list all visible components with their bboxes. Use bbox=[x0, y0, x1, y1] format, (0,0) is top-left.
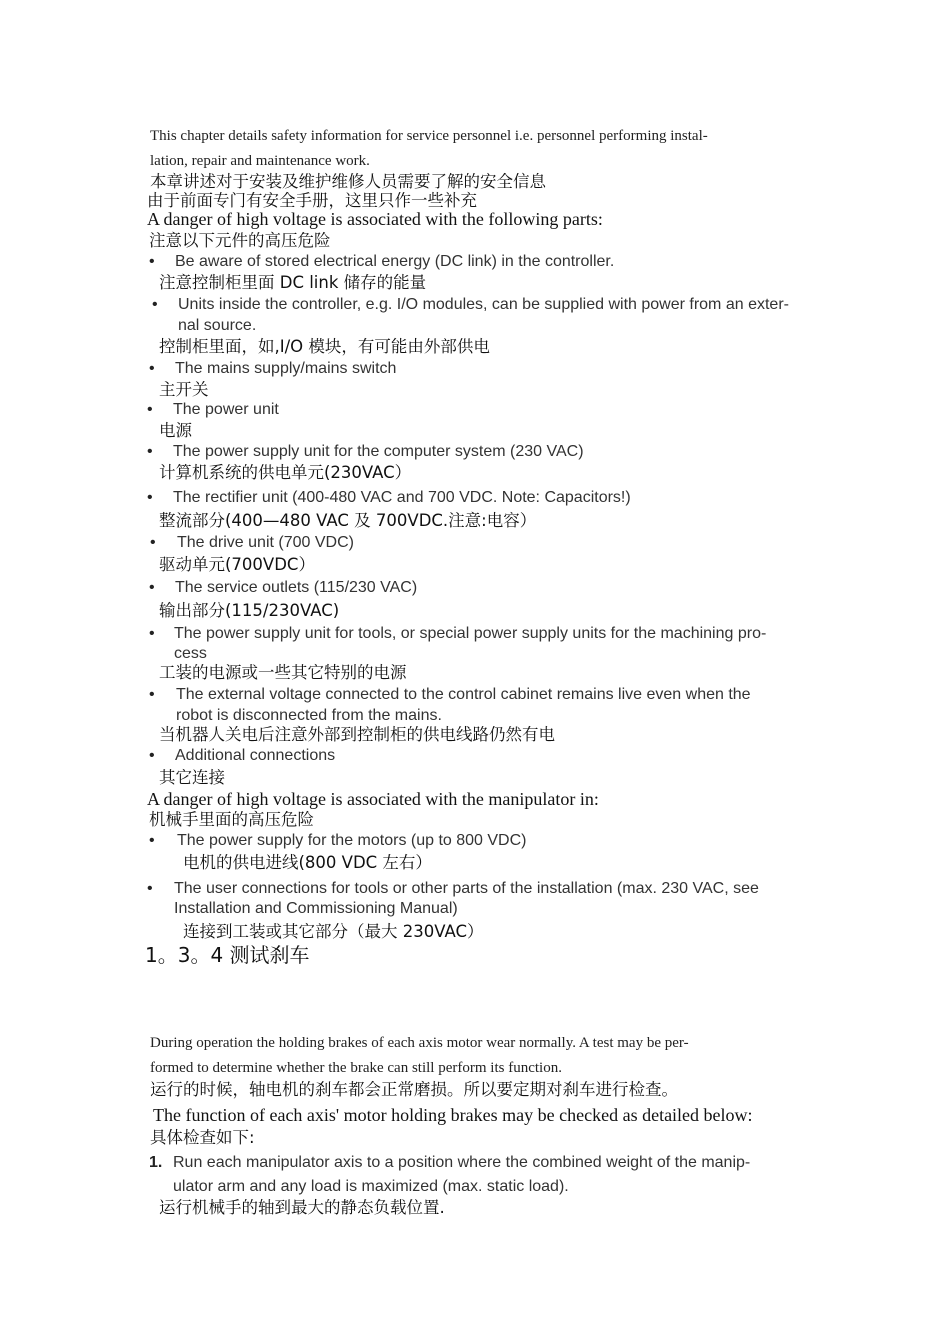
controller-item-en: Be aware of stored electrical energy (DC link) in the controller. bbox=[175, 253, 615, 270]
brakes-line-1: During operation the holding brakes of each axis motor wear normally. A test may be per- bbox=[150, 1035, 689, 1051]
section-title: 1。3。4 测试刹车 bbox=[145, 943, 310, 967]
controller-item-en-cont: robot is disconnected from the mains. bbox=[176, 707, 442, 724]
manipulator-item-cn: 连接到工装或其它部分（最大 230VAC） bbox=[183, 922, 484, 941]
controller-item-en: The service outlets (115/230 VAC) bbox=[175, 579, 418, 596]
controller-item-cn: 整流部分(400—480 VAC 及 700VDC.注意:电容） bbox=[159, 511, 537, 530]
controller-item-cn: 主开关 bbox=[159, 380, 209, 399]
bullet-icon: • bbox=[147, 401, 153, 418]
manipulator-item-cn: 电机的供电进线(800 VDC 左右） bbox=[183, 853, 432, 872]
controller-item-en: Additional connections bbox=[175, 747, 336, 764]
controller-item-en: The drive unit (700 VDC) bbox=[177, 534, 354, 551]
controller-item-en: The mains supply/mains switch bbox=[175, 360, 397, 377]
bullet-icon: • bbox=[147, 880, 153, 897]
bullet-icon: • bbox=[152, 296, 158, 313]
controller-danger-heading-cn: 注意以下元件的高压危险 bbox=[149, 231, 331, 250]
intro-line-1: This chapter details safety information for service personnel i.e. personnel performing instal- bbox=[150, 128, 708, 144]
bullet-icon: • bbox=[149, 253, 155, 270]
intro-line-2: lation, repair and maintenance work. bbox=[150, 153, 370, 169]
step-cn: 运行机械手的轴到最大的静态负载位置. bbox=[159, 1198, 445, 1217]
controller-item-en: The external voltage connected to the control cabinet remains live even when the bbox=[176, 686, 751, 703]
bullet-icon: • bbox=[149, 360, 155, 377]
intro-cn-1: 本章讲述对于安装及维护维修人员需要了解的安全信息 bbox=[150, 172, 546, 191]
manipulator-danger-heading-cn: 机械手里面的高压危险 bbox=[149, 810, 314, 829]
bullet-icon: • bbox=[149, 625, 155, 642]
controller-item-en: The power supply unit for the computer system (230 VAC) bbox=[173, 443, 584, 460]
manipulator-item-en: The power supply for the motors (up to 800 VDC) bbox=[177, 832, 527, 849]
intro-cn-2: 由于前面专门有安全手册，这里只作一些补充 bbox=[147, 191, 477, 210]
manipulator-item-en-cont: Installation and Commissioning Manual) bbox=[174, 900, 458, 917]
controller-item-cn: 工装的电源或一些其它特别的电源 bbox=[159, 663, 407, 682]
controller-item-cn: 注意控制柜里面 DC link 储存的能量 bbox=[159, 273, 427, 292]
bullet-icon: • bbox=[149, 686, 155, 703]
bullet-icon: • bbox=[150, 534, 156, 551]
controller-item-cn: 驱动单元(700VDC） bbox=[159, 555, 315, 574]
brakes-line-2: formed to determine whether the brake can still perform its function. bbox=[150, 1060, 562, 1076]
controller-item-cn: 当机器人关电后注意外部到控制柜的供电线路仍然有电 bbox=[159, 725, 555, 744]
step-en-1: Run each manipulator axis to a position where the combined weight of the manip- bbox=[173, 1154, 751, 1171]
brakes-cn-2: 具体检查如下: bbox=[150, 1128, 255, 1147]
bullet-icon: • bbox=[149, 832, 155, 849]
controller-item-en: The power supply unit for tools, or special power supply units for the machining pro- bbox=[174, 625, 767, 642]
bullet-icon: • bbox=[147, 443, 153, 460]
brakes-line-3: The function of each axis' motor holding brakes may be checked as detailed below: bbox=[153, 1105, 753, 1125]
controller-item-cn: 输出部分(115/230VAC) bbox=[159, 601, 340, 620]
bullet-icon: • bbox=[149, 747, 155, 764]
brakes-cn-1: 运行的时候，轴电机的刹车都会正常磨损。所以要定期对刹车进行检查。 bbox=[150, 1080, 678, 1099]
controller-item-cn: 控制柜里面，如,I/O 模块，有可能由外部供电 bbox=[159, 337, 490, 356]
controller-item-en: The rectifier unit (400-480 VAC and 700 VDC. Note: Capacitors!) bbox=[173, 489, 631, 506]
controller-danger-heading: A danger of high voltage is associated with the following parts: bbox=[147, 209, 603, 229]
controller-item-en: The power unit bbox=[173, 401, 279, 418]
bullet-icon: • bbox=[149, 579, 155, 596]
manipulator-item-en: The user connections for tools or other parts of the installation (max. 230 VAC, see bbox=[174, 880, 759, 897]
controller-item-cn: 计算机系统的供电单元(230VAC） bbox=[159, 463, 412, 482]
bullet-icon: • bbox=[147, 489, 153, 506]
step-number: 1. bbox=[149, 1154, 163, 1171]
step-en-2: ulator arm and any load is maximized (max. static load). bbox=[173, 1178, 569, 1195]
controller-item-en-cont: nal source. bbox=[178, 317, 257, 334]
controller-item-cn: 电源 bbox=[159, 421, 192, 440]
controller-item-en-cont: cess bbox=[174, 645, 207, 662]
controller-item-en: Units inside the controller, e.g. I/O modules, can be supplied with power from an exter- bbox=[178, 296, 789, 313]
controller-item-cn: 其它连接 bbox=[159, 768, 225, 787]
manipulator-danger-heading: A danger of high voltage is associated with the manipulator in: bbox=[147, 789, 599, 809]
